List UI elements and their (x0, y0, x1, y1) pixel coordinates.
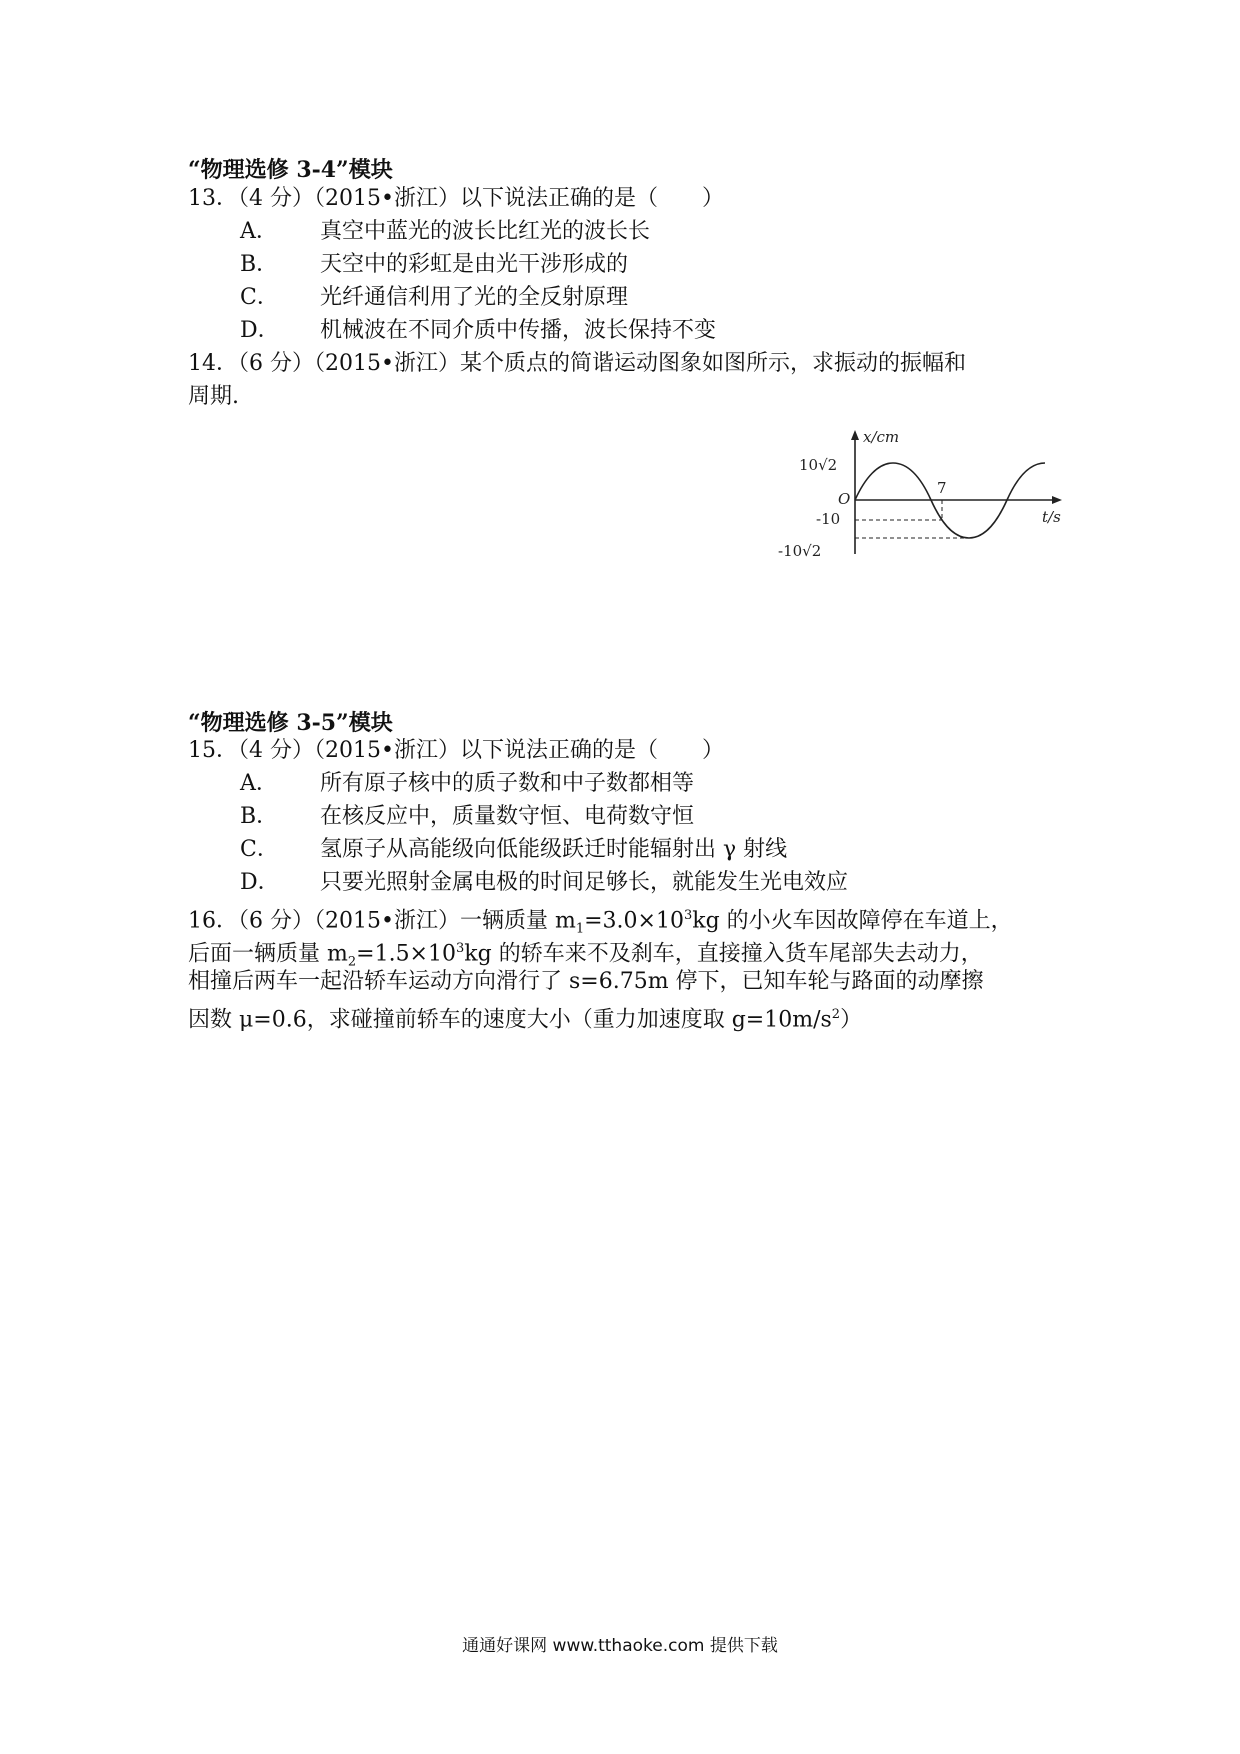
y-axis-arrow (851, 430, 859, 440)
module-3-4-title: “物理选修 3-4”模块 (188, 157, 393, 183)
q15-option-d-letter: D． (240, 870, 280, 895)
curve-end (1045, 463, 1064, 478)
q16-line-3: 相撞后两车一起沿轿车运动方向滑行了 s=6.75m 停下，已知车轮与路面的动摩擦 (188, 969, 984, 994)
q13-option-c-text: 光纤通信利用了光的全反射原理 (320, 285, 629, 310)
y-bottom-label: -10√2 (778, 542, 822, 560)
q14-line-2: 周期. (188, 384, 239, 409)
y-top-label: 10√2 (799, 456, 838, 474)
q15-option-b-letter: B． (240, 804, 279, 829)
shm-graph (770, 426, 1070, 566)
q15-stem: 15．（4 分）（2015•浙江）以下说法正确的是（ ） (188, 738, 724, 763)
q16-line-1-a: 16．（6 分）（2015•浙江）一辆质量 m (188, 908, 576, 934)
x-axis-label: t/s (1042, 508, 1061, 526)
footer-source: 通通好课网 www.tthaoke.com 提供下载 (462, 1636, 778, 1656)
q15-option-d-text: 只要光照射金属电极的时间足够长，就能发生光电效应 (320, 870, 849, 895)
q15-option-b-text: 在核反应中，质量数守恒、电荷数守恒 (320, 804, 695, 829)
t-mark-label: 7 (937, 479, 947, 497)
origin-label: O (838, 490, 851, 508)
q16-m2-subscript: 2 (347, 954, 357, 970)
q16-line-4-exponent: 2 (831, 1007, 841, 1022)
q15-option-a-letter: A． (240, 771, 278, 796)
q13-option-d-letter: D． (240, 318, 280, 343)
q13-stem: 13．（4 分）（2015•浙江）以下说法正确的是（ ） (188, 186, 724, 211)
q16-line-1-exponent: 3 (683, 908, 693, 923)
q13-option-d-text: 机械波在不同介质中传播，波长保持不变 (320, 318, 717, 343)
q13-option-a-text: 真空中蓝光的波长比红光的波长长 (320, 219, 651, 244)
q14-line-1: 14．（6 分）（2015•浙江）某个质点的简谐运动图象如图所示，求振动的振幅和 (188, 351, 966, 376)
q16-line-2-b: =1.5×10 (356, 941, 456, 967)
q16-line-1-c: kg 的小火车因故障停在车道上， (692, 908, 1013, 934)
q16-line-2-c: kg 的轿车来不及刹车，直接撞入货车尾部失去动力， (464, 941, 983, 967)
q15-option-c-letter: C． (240, 837, 279, 862)
q13-option-b-text: 天空中的彩虹是由光干涉形成的 (320, 252, 629, 277)
q16-line-2-exponent: 3 (456, 941, 465, 956)
q13-option-b-letter: B． (240, 252, 279, 277)
q16-line-4-a: 因数 μ=0.6，求碰撞前轿车的速度大小（重力加速度取 g=10m/s (188, 1007, 832, 1033)
q16-m1-subscript: 1 (575, 921, 585, 937)
y-mid-label: -10 (816, 510, 841, 528)
y-axis-label: x/cm (863, 428, 900, 446)
q13-option-a-letter: A． (240, 219, 278, 244)
module-3-5-title: “物理选修 3-5”模块 (188, 710, 393, 736)
q16-line-4-b: ） (840, 1007, 863, 1033)
x-axis-arrow (1052, 496, 1062, 504)
q16-line-4 (188, 1000, 862, 1035)
q16-line-2-a: 后面一辆质量 m (188, 941, 348, 967)
q15-option-a-text: 所有原子核中的质子数和中子数都相等 (320, 771, 695, 796)
q15-option-c-text: 氢原子从高能级向低能级跃迁时能辐射出 γ 射线 (320, 837, 788, 862)
q16-line-1-b: =3.0×10 (584, 908, 684, 934)
q13-option-c-letter: C． (240, 285, 279, 310)
